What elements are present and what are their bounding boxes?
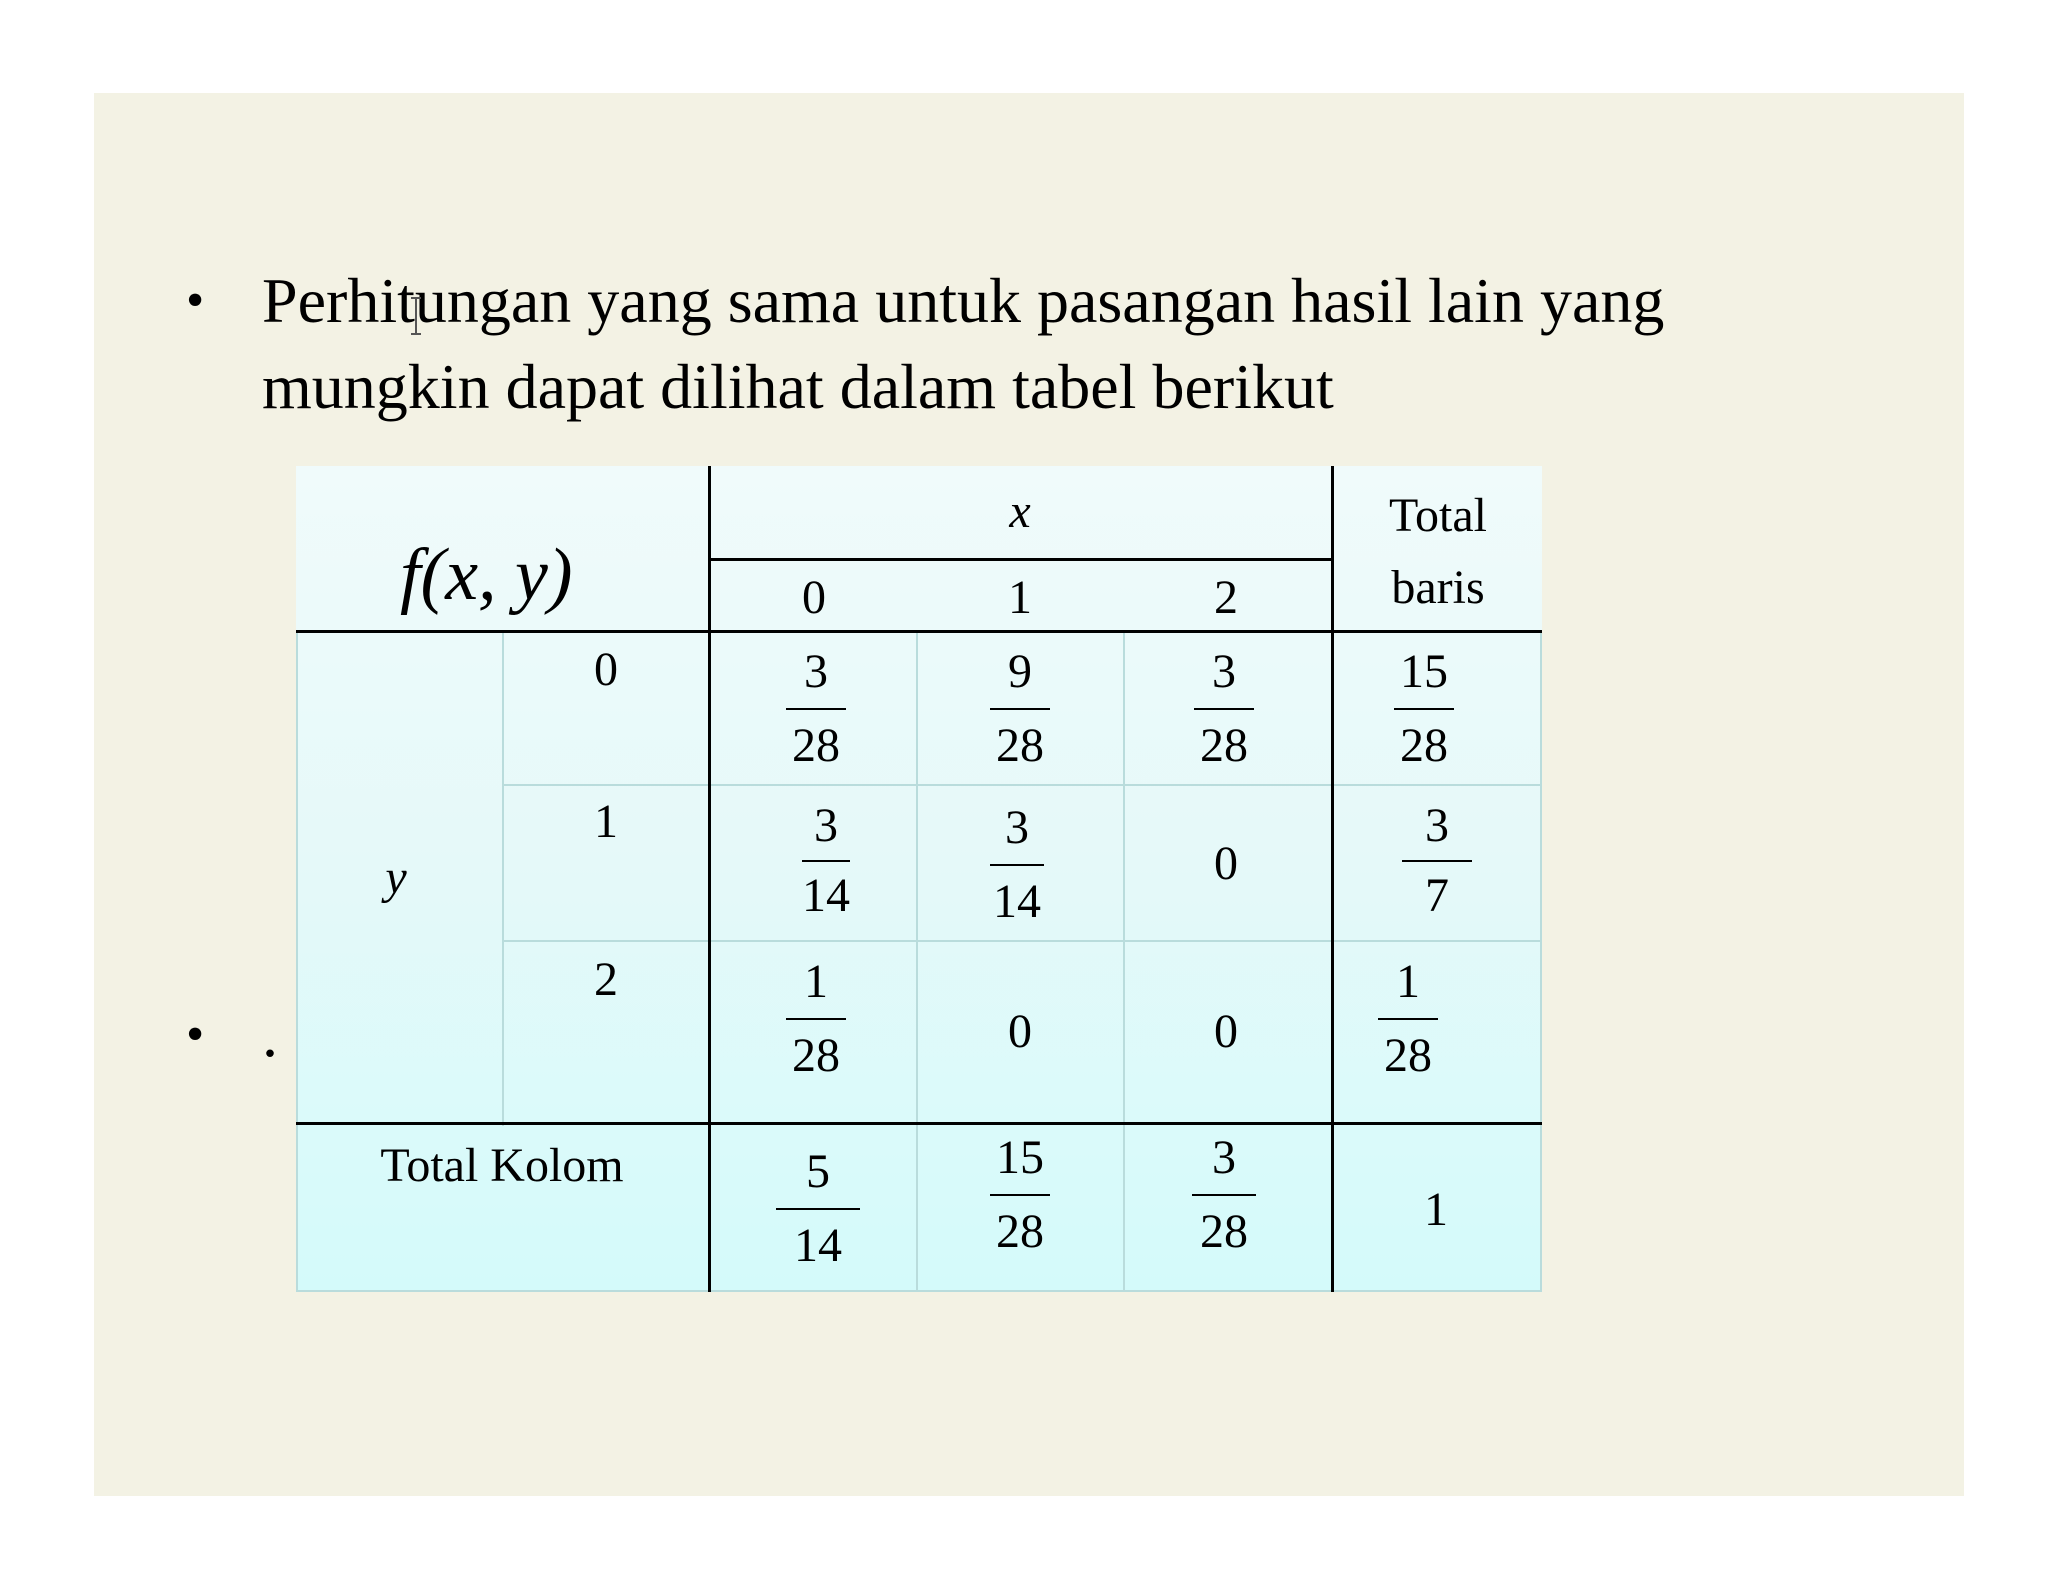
table-divider — [708, 558, 1331, 561]
numerator: 3 — [1425, 799, 1449, 852]
denominator: 28 — [996, 719, 1044, 772]
numerator: 9 — [1008, 645, 1032, 698]
y-axis-label: y — [385, 851, 407, 904]
fraction-bar — [802, 860, 850, 862]
fraction-bar — [990, 864, 1044, 866]
x-value-0: 0 — [802, 571, 826, 624]
row-total-y2 — [1378, 956, 1438, 1082]
grid-line — [1123, 632, 1125, 1292]
bullet-text: . — [262, 999, 278, 1070]
x-value-1: 1 — [1008, 571, 1032, 624]
grid-line — [1540, 632, 1542, 1292]
fraction-bar — [1378, 1018, 1438, 1020]
fraction-bar — [990, 1194, 1050, 1196]
denominator: 14 — [794, 1219, 842, 1272]
bullet-text: Perhitungan yang sama untuk pasangan hasil lain yang mungkin dapat dilihat dalam tabel berikut — [262, 265, 1665, 422]
table-divider — [296, 630, 1542, 633]
table-divider — [296, 1122, 1542, 1125]
numerator: 3 — [1212, 645, 1236, 698]
grid-line — [502, 940, 1542, 942]
table-divider — [708, 466, 711, 1292]
bullet-item-2 — [186, 992, 278, 1078]
numerator: 1 — [804, 955, 828, 1008]
fraction-bar — [776, 1208, 860, 1210]
denominator: 14 — [993, 875, 1041, 928]
grid-line — [296, 1290, 1542, 1292]
bullet-item-1 — [186, 258, 1786, 430]
denominator: 28 — [1200, 719, 1248, 772]
y-value-1: 1 — [594, 795, 618, 848]
denominator: 28 — [1200, 1205, 1248, 1258]
total-baris-line1: Total — [1389, 489, 1487, 542]
numerator: 1 — [1396, 955, 1420, 1008]
total-baris-line2: baris — [1391, 561, 1485, 614]
cell-y1-x0 — [802, 800, 850, 922]
denominator: 7 — [1425, 869, 1449, 922]
denominator: 28 — [792, 1029, 840, 1082]
fraction-bar — [786, 1018, 846, 1020]
total-baris-header — [1334, 480, 1542, 624]
x-axis-label: x — [1009, 485, 1031, 538]
col-total-x2 — [1192, 1132, 1256, 1258]
numerator: 5 — [806, 1145, 830, 1198]
cell-y2-x2: 0 — [1214, 1005, 1238, 1058]
numerator: 3 — [814, 799, 838, 852]
denominator: 28 — [1400, 719, 1448, 772]
y-value-2: 2 — [594, 953, 618, 1006]
col-total-x0 — [776, 1146, 860, 1272]
cell-y2-x0 — [786, 956, 846, 1082]
numerator: 15 — [996, 1131, 1044, 1184]
numerator: 3 — [804, 645, 828, 698]
grid-line — [916, 632, 918, 1292]
fraction-bar — [990, 708, 1050, 710]
text-cursor-icon — [409, 296, 423, 336]
col-total-x1 — [990, 1132, 1050, 1258]
denominator: 28 — [996, 1205, 1044, 1258]
cell-y2-x1: 0 — [1008, 1005, 1032, 1058]
cell-y0-x0 — [786, 646, 846, 772]
denominator: 28 — [1384, 1029, 1432, 1082]
cell-y1-x1 — [990, 802, 1044, 928]
bullet-icon: • — [186, 1006, 205, 1063]
numerator: 3 — [1212, 1131, 1236, 1184]
cell-y0-x2 — [1194, 646, 1254, 772]
corner-label: f(x, y) — [400, 534, 573, 616]
x-value-2: 2 — [1214, 571, 1238, 624]
grid-line — [502, 632, 504, 1126]
cell-y0-x1 — [990, 646, 1050, 772]
denominator: 14 — [802, 869, 850, 922]
grid-line — [502, 784, 1542, 786]
grand-total: 1 — [1424, 1183, 1448, 1236]
row-total-y0 — [1394, 646, 1454, 772]
fraction-bar — [1192, 1194, 1256, 1196]
numerator: 3 — [1005, 801, 1029, 854]
denominator: 28 — [792, 719, 840, 772]
fraction-bar — [786, 708, 846, 710]
fraction-bar — [1394, 708, 1454, 710]
row-total-y1 — [1402, 800, 1472, 922]
y-value-0: 0 — [594, 643, 618, 696]
fraction-bar — [1194, 708, 1254, 710]
cell-y1-x2: 0 — [1214, 837, 1238, 890]
joint-distribution-table — [296, 466, 1542, 1292]
total-kolom-label: Total Kolom — [380, 1139, 624, 1192]
numerator: 15 — [1400, 645, 1448, 698]
fraction-bar — [1402, 860, 1472, 862]
bullet-icon: • — [186, 272, 205, 329]
